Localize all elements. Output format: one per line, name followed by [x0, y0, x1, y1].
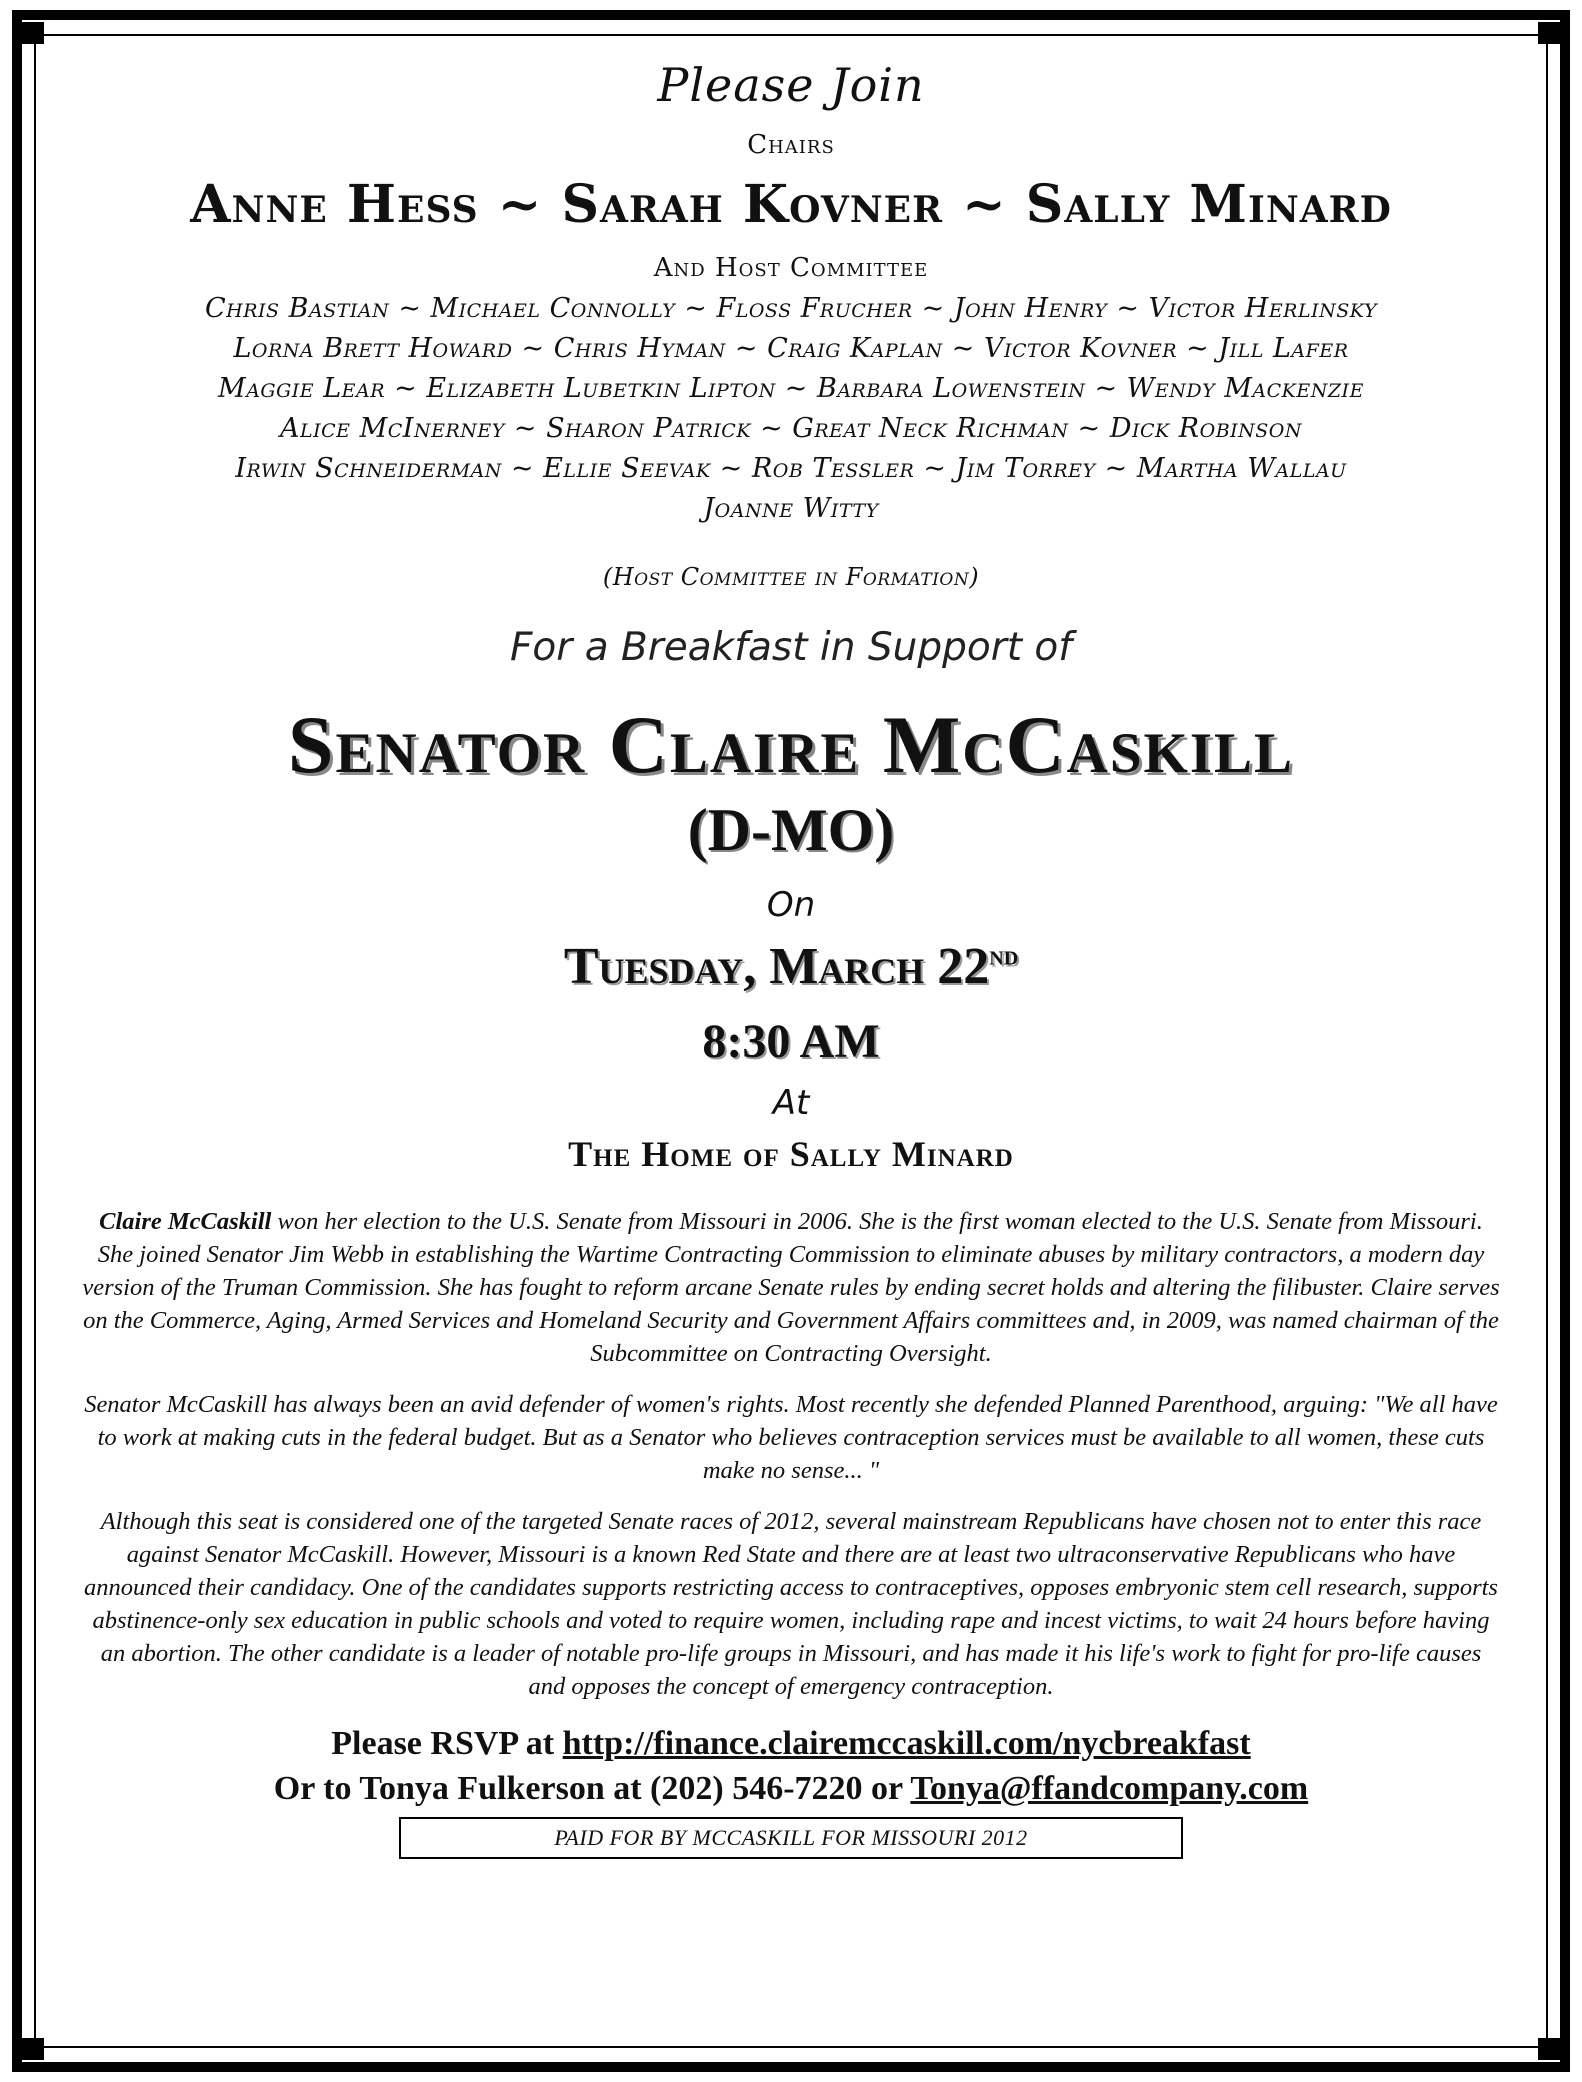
corner-ornament-bottom-right: [1538, 2038, 1560, 2060]
party-affiliation: (D-MO): [687, 797, 895, 863]
chairs-names: Anne Hess ~ Sarah Kovner ~ Sally Minard: [190, 174, 1392, 235]
breakfast-support-line: For a Breakfast in Support of: [509, 625, 1073, 670]
event-date: [60, 937, 1522, 996]
rsvp-email-link[interactable]: Tonya@ffandcompany.com: [910, 1770, 1309, 1807]
rsvp-web-link[interactable]: http://finance.clairemccaskill.com/nycbreakfast: [562, 1725, 1251, 1762]
host-committee-list: [60, 289, 1522, 529]
bio-paragraph-1-text: won her election to the U.S. Senate from Missouri in 2006. She is the first woman elected to the U.S. Senate from Missouri. She joined Senator Jim Webb in establishing the Wartime Contracting Commission to eliminate abuses by military contractors, a modern day version of the Truman Commission. She has fought to reform arcane Senate rules by ending secret holds and altering the filibuster. Claire serves on the Commerce, Aging, Armed Services and Homeland Security and Government Affairs committees and, in 2009, was named chairman of the Subcommittee on Contracting Oversight.: [82, 1208, 1500, 1367]
event-date-main: Tuesday, March 22: [563, 938, 990, 995]
host-committee-formation-note: (Host Committee in Formation): [602, 563, 980, 591]
bio-paragraph-3: Although this seat is considered one of the targeted Senate races of 2012, several mainstream Republicans have chosen not to enter this race against Senator McCaskill. However, Missouri is a known Red State and there are at least two ultraconservative Republicans who have announced their candidacy. One of the candidates supports restricting access to contraceptives, opposes embryonic stem cell research, supports abstinence-only sex education in public schools and voted to require women, including rape and incest victims, to wait 24 hours before having an abortion. The other candidate is a leader of notable pro-life groups in Missouri, and has made it his life's work to fight for pro-life causes and opposes the concept of emergency contraception.: [84, 1508, 1498, 1700]
host-committee-line: Joanne Witty: [703, 493, 879, 524]
on-label: On: [766, 885, 816, 925]
event-time: 8:30 AM: [702, 1015, 880, 1068]
at-label: At: [772, 1083, 810, 1123]
invitation-content: [60, 40, 1522, 1859]
rsvp-line-web: [60, 1721, 1522, 1766]
event-date-suffix: nd: [989, 940, 1019, 972]
rsvp-section: [60, 1721, 1522, 1811]
event-venue: The Home of Sally Minard: [568, 1134, 1014, 1174]
corner-ornament-bottom-left: [22, 2038, 44, 2060]
rsvp-contact-prefix: Or to Tonya Fulkerson at (202) 546-7220 or: [273, 1770, 911, 1807]
corner-ornament-top-right: [1538, 22, 1560, 44]
host-committee-line: Maggie Lear ~ Elizabeth Lubetkin Lipton ~ Barbara Lowenstein ~ Wendy Mackenzie: [218, 373, 1364, 404]
paid-for-disclaimer: PAID FOR BY MCCASKILL FOR MISSOURI 2012: [399, 1817, 1183, 1859]
host-committee-line: Irwin Schneiderman ~ Ellie Seevak ~ Rob Tessler ~ Jim Torrey ~ Martha Wallau: [235, 453, 1347, 484]
bio-paragraph-2: Senator McCaskill has always been an avid defender of women's rights. Most recently she defended Planned Parenthood, arguing: "We all have to work at making cuts in the federal budget. But as a Senator who believes contraception services must be available to all women, these cuts make no sense... ": [84, 1391, 1498, 1484]
bio-paragraph-1: [80, 1205, 1502, 1370]
senator-name-title: Senator Claire McCaskill: [287, 699, 1295, 790]
chairs-label: Chairs: [747, 130, 835, 160]
senator-biography: [80, 1205, 1502, 1703]
rsvp-web-prefix: Please RSVP at: [331, 1725, 563, 1762]
please-join-heading: Please Join: [657, 58, 925, 112]
rsvp-line-contact: [60, 1766, 1522, 1811]
corner-ornament-top-left: [22, 22, 44, 44]
host-committee-line: Alice McInerney ~ Sharon Patrick ~ Great Neck Richman ~ Dick Robinson: [279, 413, 1303, 444]
host-committee-line: Chris Bastian ~ Michael Connolly ~ Floss Frucher ~ John Henry ~ Victor Herlinsky: [205, 293, 1377, 324]
host-committee-label: And Host Committee: [653, 253, 929, 283]
bio-senator-name: Claire McCaskill: [99, 1208, 272, 1235]
host-committee-line: Lorna Brett Howard ~ Chris Hyman ~ Craig Kaplan ~ Victor Kovner ~ Jill Lafer: [233, 333, 1349, 364]
